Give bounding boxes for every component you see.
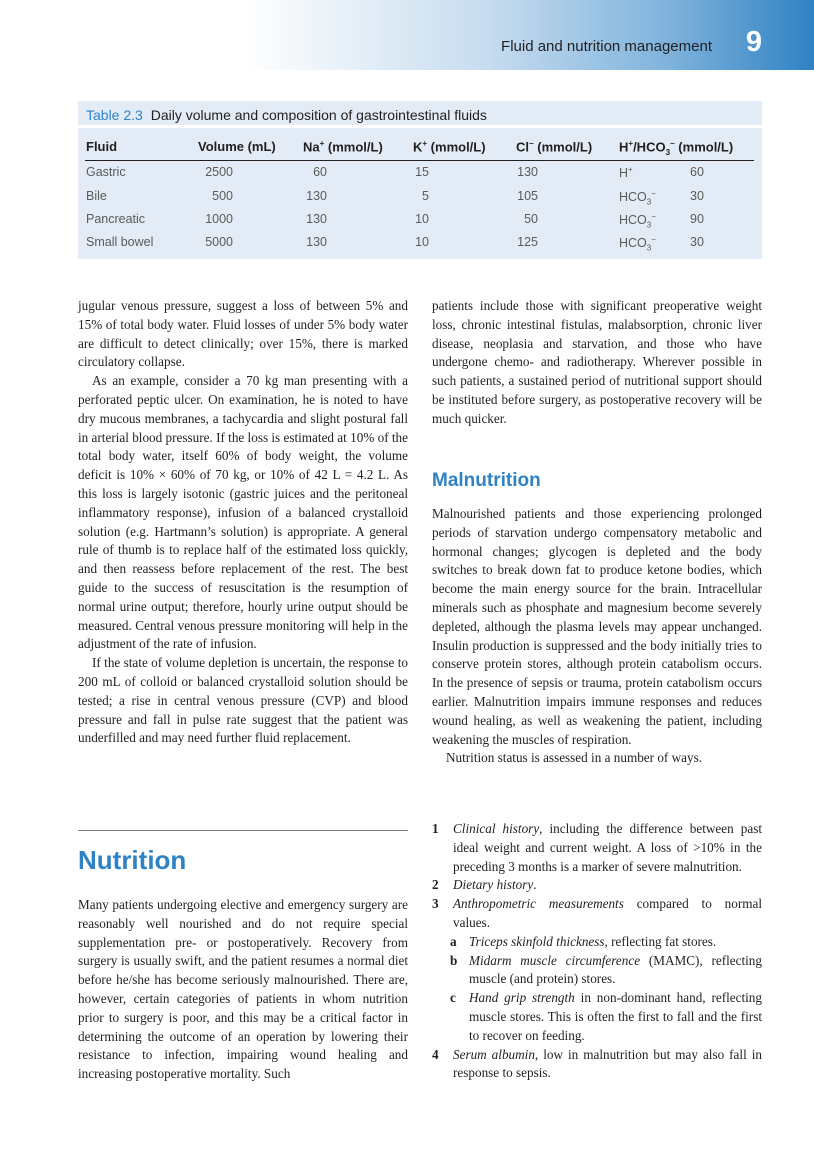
paragraph: Nutrition status is assessed in a number of ways. [446, 750, 703, 766]
running-header-title: Fluid and nutrition management [501, 38, 712, 55]
section-divider [78, 830, 408, 831]
table-header-rule [85, 160, 754, 161]
sub-list-item: c Hand grip strength in non-dominant hand, reflecting muscle stores. This is often the first to fall and the first to recover on feeding. [450, 990, 762, 1043]
table-cell-k: 10 [415, 212, 429, 226]
table-cell-na: 60 [313, 165, 327, 179]
heading-malnutrition: Malnutrition [432, 470, 541, 491]
page-header-band [0, 0, 814, 70]
table-caption [86, 107, 487, 123]
paragraph: Malnourished patients and those experiencing prolonged periods of starvation undergo compensatory metabolic and hormonal changes; glycogen is depleted and the body switches to break down fat to produce ketone bodies, which become the main energy source for the brain. Intracellular minerals such as phosphate and magnesium become severely depleted, although the plasma levels may appear unchanged. Insulin production is suppressed and the body initially tries to conserve protein stores, although protein catabolism occurs. In the presence of sepsis or trauma, protein catabolism occurs earlier. Malnutrition impairs immune responses and reduces wound healing, as well as weakening the patient, including weakening the muscles of respiration. [432, 506, 762, 747]
assessment-list [432, 820, 762, 1083]
table-caption-text: Daily volume and composition of gastrointestinal fluids [150, 107, 487, 123]
table-cell-ion: H+ [619, 165, 633, 181]
table-cell-volume: 500 [212, 189, 233, 203]
table-cell-cl: 130 [517, 165, 538, 179]
list-item: 1 Clinical history, including the difference between past ideal weight and current weight. A loss of >10% in the preceding 3 months is a marker of severe malnutrition. [432, 821, 762, 874]
table-cell-ion: $HCO_3^-$ [619, 235, 656, 253]
table-cell-ion-value: 90 [690, 212, 704, 226]
page-number: 9 [745, 26, 762, 58]
list-item: 3 Anthropometric measurements compared to normal values. [432, 896, 763, 930]
paragraph: Many patients undergoing elective and emergency surgery are reasonably well nourished and do not require special supplementation pre- or postoperatively. Recovery from surgery is usually swift, and the patient resumes a normal diet before he/she has become seriously malnourished. There are, however, certain categories of patients in whom nutrition prior to surgery is poor, and this may be a critical factor in determining the outcome of an operation by lowering their resistance to infection, impairing wound healing and increasing postoperative mortality. Such [78, 897, 408, 1082]
table-cell-volume: 1000 [205, 212, 233, 226]
table-cell-ion-value: 30 [690, 235, 704, 249]
paragraph: If the state of volume depletion is uncertain, the response to 200 mL of colloid or balanced crystalloid solution should be tested; a rise in central venous pressure (CVP) and blood pressure and fall in pulse rate suggest that the patient was underfilled and may need further fluid replacement. [78, 655, 408, 746]
table-cell-fluid: Gastric [86, 165, 126, 179]
col-header-volume: Volume (mL) [198, 139, 276, 154]
col-header-h-hco3: $H^+/HCO_3^-$ (mmol/L) [619, 139, 734, 157]
sub-list-item: a Triceps skinfold thickness, reflecting fat stores. [450, 933, 717, 949]
table-cell-na: 130 [306, 235, 327, 249]
list-item: 4 Serum albumin, low in malnutrition but may also fall in response to sepsis. [432, 1046, 762, 1081]
sub-list-item: b Midarm muscle circumference (MAMC), reflecting muscle (and protein) stores. [450, 952, 762, 987]
table-cell-fluid: Pancreatic [86, 212, 146, 226]
table-cell-volume: 5000 [205, 235, 233, 249]
table-cell-ion-value: 30 [690, 189, 704, 203]
paragraph: As an example, consider a 70 kg man presenting with a perforated peptic ulcer. On examination, he is noted to have dry mucous membranes, a tachycardia and slight postural fall in arterial blood pressure. If the loss is estimated at 10% of the total body water, itself 60% of body weight, the volume deficit is 10% × 60% of 70 kg, or 10% of 42 L = 4.2 L. As this loss is largely isotonic (gastric juices and the peritoneal inflammatory response), infusion of a balanced crystalloid solution (e.g. Hartmann’s solution) is appropriate. A general rule of thumb is to replace half of the estimated loss quickly, and then reassess before replacement of the rest. The best guide to the success of resuscitation is the resumption of normal urine output; therefore, hourly urine output should be measured. Central venous pressure monitoring will help in the adjustment of the rate of infusion. [78, 373, 408, 652]
table-cell-na: 130 [306, 212, 327, 226]
table-cell-k: 10 [415, 235, 429, 249]
col-header-fluid: Fluid [86, 139, 118, 154]
paragraph: patients include those with significant preoperative weight loss, chronic intestinal fistulas, malabsorption, chronic liver disease, neoplasia and starvation, and those who have undergone chemo- and radiotherapy. Wherever possible in such patients, a sustained period of nutritional support should be instituted before surgery, as postoperative recovery will be much quicker. [432, 298, 762, 426]
col-header-k: K+ (mmol/L) [413, 139, 486, 155]
right-column-malnutrition [432, 505, 762, 768]
list-item: 2 Dietary history. [432, 877, 537, 893]
table-cell-cl: 125 [517, 235, 538, 249]
table-cell-fluid: Small bowel [86, 235, 154, 249]
caption-divider [78, 125, 762, 128]
left-column [78, 297, 408, 748]
table-cell-ion: $HCO_3^-$ [619, 189, 656, 207]
col-header-cl: Cl− (mmol/L) [516, 139, 593, 155]
table-number: Table 2.3 [86, 107, 143, 123]
left-column-nutrition [78, 896, 408, 1084]
table-cell-ion: $HCO_3^-$ [619, 212, 656, 230]
paragraph: jugular venous pressure, suggest a loss of between 5% and 15% of total body water. Fluid losses of under 5% body water are difficult to detect clinically; over 15%, there is marked circulatory collapse. [78, 298, 408, 370]
table-cell-k: 5 [422, 189, 429, 203]
heading-nutrition: Nutrition [78, 845, 187, 875]
table-cell-fluid: Bile [86, 189, 107, 203]
table-cell-cl: 105 [517, 189, 538, 203]
table-cell-k: 15 [415, 165, 429, 179]
table-gi-fluids [78, 101, 762, 259]
table-cell-cl: 50 [524, 212, 538, 226]
right-column [432, 297, 762, 429]
table-cell-volume: 2500 [205, 165, 233, 179]
col-header-na: Na+ (mmol/L) [303, 139, 383, 155]
table-cell-ion-value: 60 [690, 165, 704, 179]
table-cell-na: 130 [306, 189, 327, 203]
